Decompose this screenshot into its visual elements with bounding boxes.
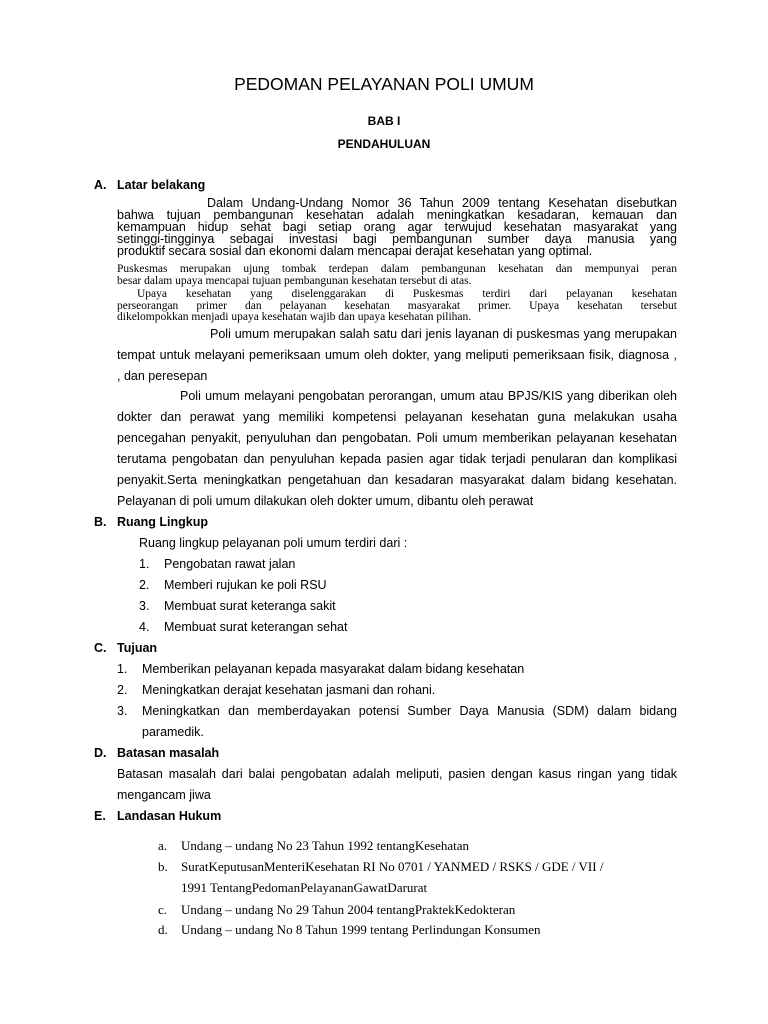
legal-basis-item: b. SuratKeputusanMenteriKesehatan RI No 0701 / YANMED / RSKS / GDE / VII / <box>158 859 604 874</box>
list-item-continuation: paramedik. <box>142 725 204 739</box>
list-item: 2. Meningkatkan derajat kesehatan jasmani dan rohani. <box>117 683 436 697</box>
text-line: dokter dan perawat yang memiliki kompetensi pelayanan kesehatan guna melakukan usaha <box>117 410 677 424</box>
section-title: Landasan Hukum <box>117 809 222 823</box>
section-letter: E. <box>94 809 106 823</box>
text-line: , dan peresepan <box>117 369 208 383</box>
text-line: Batasan masalah dari balai pengobatan adalah meliputi, pasien dengan kasus ringan yang tidak <box>117 767 677 781</box>
text-line: Puskesmas merupakan ujung tombak terdepan dalam pembangunan kesehatan dan mempunyai peran <box>117 263 677 275</box>
text-line: Pelayanan di poli umum dilakukan oleh dokter umum, dibantu oleh perawat <box>117 494 534 508</box>
legal-basis-continuation: 1991 TentangPedomanPelayananGawatDarurat <box>181 880 428 895</box>
list-item: 3. Membuat surat keteranga sakit <box>139 599 336 613</box>
section-e-heading <box>94 809 221 823</box>
paragraph-a2 <box>117 264 677 287</box>
section-b-heading <box>94 515 208 529</box>
section-letter: C. <box>94 641 107 655</box>
section-letter: A. <box>94 178 107 192</box>
section-d-heading <box>94 746 219 760</box>
list-item: 1. Pengobatan rawat jalan <box>139 557 296 571</box>
list-item: 3. Meningkatkan dan memberdayakan potensi Sumber Daya Manusia (SDM) dalam bidang <box>117 704 677 718</box>
text-line: tempat untuk melayani pemeriksaan umum oleh dokter, yang meliputi pemeriksaan fisik, diagnosa , <box>117 348 677 362</box>
section-title: Batasan masalah <box>117 746 220 760</box>
section-letter: B. <box>94 515 107 529</box>
text-line: Upaya kesehatan yang diselenggarakan di Puskesmas terdiri dari pelayanan kesehatan <box>137 288 677 300</box>
paragraph-a3 <box>117 289 677 324</box>
text-line: kemampuan hidup sehat bagi setiap orang agar terwujud kesehatan masyarakat yang <box>117 220 677 234</box>
section-title: Latar belakang <box>117 178 206 192</box>
legal-basis-item: a. Undang – undang No 23 Tahun 1992 tentangKesehatan <box>158 838 470 853</box>
legal-basis-item: d. Undang – undang No 8 Tahun 1999 tentang Perlindungan Konsumen <box>158 922 541 937</box>
text-line: pencegahan penyakit, penyuluhan dan pengobatan. Poli umum memberikan pelayanan kesehatan <box>117 431 677 445</box>
text-line: setinggi-tingginya sebagai investasi bagi pembangunan sumber daya manusia yang <box>117 232 677 246</box>
legal-basis-item: c. Undang – undang No 29 Tahun 2004 tentangPraktekKedokteran <box>158 902 516 917</box>
section-c-heading <box>94 641 157 655</box>
chapter-number: BAB I <box>367 114 401 128</box>
section-title: Ruang Lingkup <box>117 515 208 529</box>
text-line: Poli umum melayani pengobatan perorangan, umum atau BPJS/KIS yang diberikan oleh <box>180 389 677 403</box>
chapter-title: PENDAHULUAN <box>337 137 431 151</box>
text-line: bahwa tujuan pembangunan kesehatan adalah meningkatkan kesadaran, kemauan dan <box>117 208 677 222</box>
paragraph-a1 <box>117 197 677 257</box>
section-a-heading <box>94 178 205 192</box>
list-item: 1. Memberikan pelayanan kepada masyarakat dalam bidang kesehatan <box>117 662 525 676</box>
text-line: terutama pengobatan dan penyuluhan kepada pasien agar tidak terjadi penularan dan komplikasi <box>117 452 677 466</box>
list-item: 4. Membuat surat keterangan sehat <box>139 620 348 634</box>
section-letter: D. <box>94 746 107 760</box>
section-title: Tujuan <box>117 641 158 655</box>
text-line: Poli umum merupakan salah satu dari jenis layanan di puskesmas yang merupakan <box>210 327 677 341</box>
list-item: 2. Memberi rujukan ke poli RSU <box>139 578 327 592</box>
text-line: mengancam jiwa <box>117 788 211 802</box>
text-line: dikelompokkan menjadi upaya kesehatan wajib dan upaya kesehatan pilihan. <box>117 311 472 323</box>
text-line: besar dalam upaya mencapai tujuan pembangunan kesehatan tersebut di atas. <box>117 274 472 287</box>
text-line: produktif secara sosial dan ekonomi dalam mencapai derajat kesehatan yang optimal. <box>117 244 593 258</box>
text-line: Dalam Undang-Undang Nomor 36 Tahun 2009 tentang Kesehatan disebutkan <box>207 196 677 210</box>
document-title: PEDOMAN PELAYANAN POLI UMUM <box>234 74 534 94</box>
text-line: penyakit.Serta meningkatkan pengetahuan dan kesadaran masyarakat dalam bidang kesehatan. <box>117 473 677 487</box>
section-b-intro: Ruang lingkup pelayanan poli umum terdiri dari : <box>139 536 408 550</box>
text-line: perseorangan primer dan pelayanan kesehatan masyarakat primer. Upaya kesehatan tersebut <box>117 299 677 312</box>
